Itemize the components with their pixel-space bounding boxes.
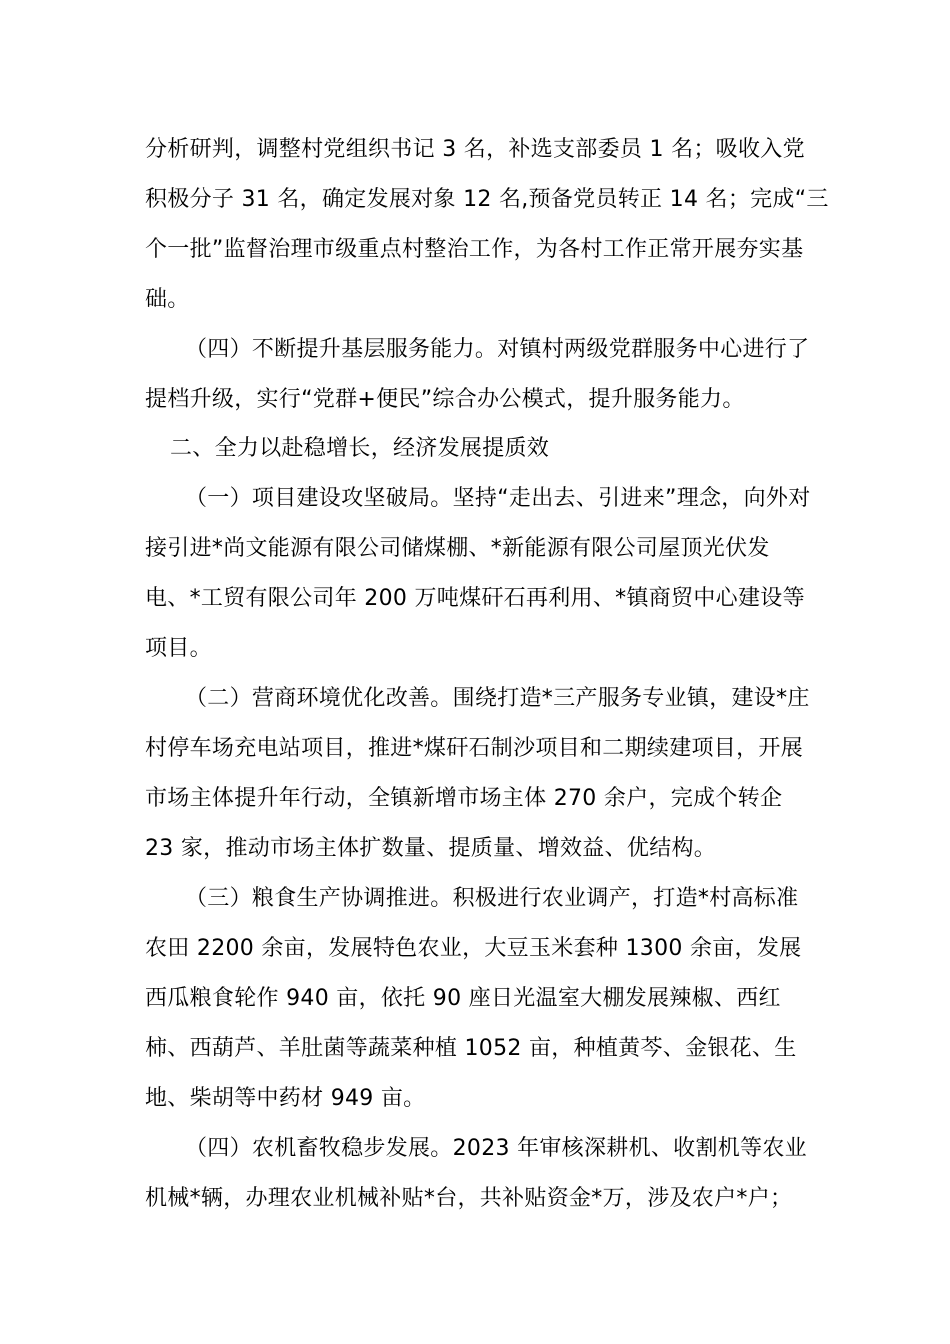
chapter-heading: 二、全力以赴稳增长，经济发展提质效 xyxy=(170,436,550,461)
text-line: 西瓜粮食轮作 940 亩，依托 90 座日光温室大棚发展辣椒、西红 xyxy=(145,986,781,1011)
text-line: 积极分子 31 名，确定发展对象 12 名,预备党员转正 14 名；完成“三 xyxy=(145,187,829,212)
section-heading-line: （一）项目建设攻坚破局。坚持“走出去、引进来”理念，向外对 xyxy=(185,486,811,511)
text-line: 础。 xyxy=(145,287,190,312)
text-line: 提档升级，实行“党群+便民”综合办公模式，提升服务能力。 xyxy=(145,387,745,412)
text-line: 个一批”监督治理市级重点村整治工作，为各村工作正常开展夯实基 xyxy=(145,237,804,262)
text-line: 分析研判，调整村党组织书记 3 名，补选支部委员 1 名；吸收入党 xyxy=(145,137,805,162)
text-line: 柿、西葫芦、羊肚菌等蔬菜种植 1052 亩，种植黄芩、金银花、生 xyxy=(145,1036,797,1061)
text-line: 市场主体提升年行动，全镇新增市场主体 270 余户，完成个转企 xyxy=(145,786,783,811)
text-line: 农田 2200 余亩，发展特色农业，大豆玉米套种 1300 余亩，发展 xyxy=(145,936,802,961)
section-heading-line: （四）农机畜牧稳步发展。2023 年审核深耕机、收割机等农业 xyxy=(185,1136,807,1161)
text-line: 电、*工贸有限公司年 200 万吨煤矸石再利用、*镇商贸中心建设等 xyxy=(145,586,805,611)
section-heading-line: （三）粮食生产协调推进。积极进行农业调产，打造*村高标准 xyxy=(185,886,799,911)
section-heading-line: （二）营商环境优化改善。围绕打造*三产服务专业镇，建设*庄 xyxy=(185,686,810,711)
text-line: 村停车场充电站项目，推进*煤矸石制沙项目和二期续建项目，开展 xyxy=(145,736,804,761)
text-line: 项目。 xyxy=(145,636,212,661)
text-line: 地、柴胡等中药材 949 亩。 xyxy=(145,1086,426,1111)
section-heading-line: （四）不断提升基层服务能力。对镇村两级党群服务中心进行了 xyxy=(185,337,810,362)
text-line: 23 家，推动市场主体扩数量、提质量、增效益、优结构。 xyxy=(145,836,717,861)
text-line: 接引进*尚文能源有限公司储煤棚、*新能源有限公司屋顶光伏发 xyxy=(145,536,770,561)
text-line: 机械*辆，办理农业机械补贴*台，共补贴资金*万，涉及农户*户； xyxy=(145,1186,793,1211)
